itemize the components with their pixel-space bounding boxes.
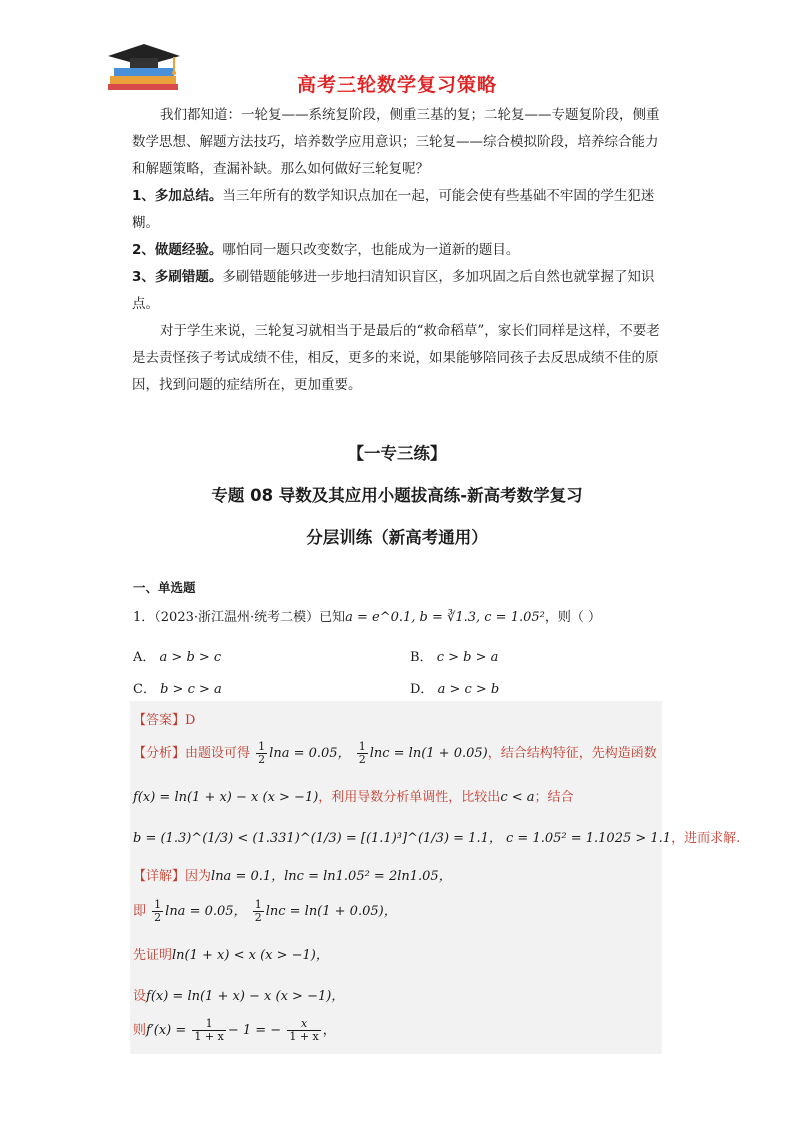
tip-text: 当三年所有的数学知识点加在一起，可能会使有些基础不牢固的学生犯迷糊。 xyxy=(132,188,655,231)
answer-value: D xyxy=(185,713,196,728)
tip-title: 3、多刷错题。 xyxy=(132,269,223,285)
option-a[interactable] xyxy=(133,646,221,665)
text: ，结合结构特征，先构造函数 xyxy=(487,746,657,761)
detail-line-1 xyxy=(133,865,452,884)
numerator: x xyxy=(287,1018,320,1031)
text: 即 xyxy=(133,904,147,919)
fraction-half xyxy=(256,741,267,766)
option-b[interactable] xyxy=(410,646,498,665)
fraction-half xyxy=(152,899,163,924)
option-label: A． xyxy=(133,650,156,665)
tip-text: 多刷错题能够进一步地扫清知识盲区，多加巩固之后自然也就掌握了知识点。 xyxy=(132,269,655,312)
text: ；结合 xyxy=(534,790,574,805)
denominator: 2 xyxy=(154,911,162,924)
detail-line-3 xyxy=(133,944,329,963)
option-label: C． xyxy=(133,682,156,697)
math: ln(1 + x) < x (x > −1)， xyxy=(172,948,329,963)
tip-item-1 xyxy=(132,183,662,237)
option-d[interactable] xyxy=(410,678,499,697)
math: − 1 = − xyxy=(227,1023,282,1038)
detail-tag: 【详解】 xyxy=(133,869,186,884)
math: lnc = ln(1 + 0.05) xyxy=(369,746,488,761)
denominator: 2 xyxy=(258,753,266,766)
intro-section xyxy=(132,102,662,399)
heading-topic: 专题 08 导数及其应用小题拔高练-新高考数学复习 xyxy=(211,486,583,505)
question-math: a = e^0.1, b = ∛1.3, c = 1.05² xyxy=(345,610,545,625)
tip-item-3 xyxy=(132,264,662,318)
math: f′(x) = xyxy=(146,1023,187,1038)
analysis-tag: 【分析】 xyxy=(133,746,186,761)
fraction-half xyxy=(253,899,264,924)
math: c = 1.05² = 1.1025 > 1.1 xyxy=(506,831,672,846)
text: ， xyxy=(322,1023,336,1038)
math: lna = 0.05， xyxy=(165,904,247,919)
option-label: D． xyxy=(410,682,434,697)
fraction-derivative xyxy=(192,1018,225,1043)
option-text: a > c > b xyxy=(437,682,500,697)
numerator: 1 xyxy=(154,898,162,911)
fraction-derivative xyxy=(287,1018,320,1043)
intro-paragraph: 我们都知道：一轮复——系统复阶段，侧重三基的复；二轮复——专题复阶段，侧重数学思想、解题方法技巧，培养数学应用意识；三轮复——综合模拟阶段，培养综合能力和解题策略，查漏补缺。那么如何做好三轮复呢？ xyxy=(132,107,660,177)
document-title: 高考三轮数学复习策略 xyxy=(296,74,497,96)
math: lna = 0.05， xyxy=(269,746,351,761)
numerator: 1 xyxy=(358,740,366,753)
question-suffix: ，则（ ） xyxy=(544,610,601,625)
text: ，进而求解. xyxy=(671,831,741,846)
answer-line xyxy=(133,709,195,728)
option-c[interactable] xyxy=(133,678,222,697)
tip-text: 哪怕同一题只改变数字，也能成为一道新的题目。 xyxy=(222,242,520,258)
tip-title: 2、做题经验。 xyxy=(132,242,223,258)
option-text: c > b > a xyxy=(436,650,499,665)
text: 因为 xyxy=(185,869,212,884)
numerator: 1 xyxy=(258,740,266,753)
option-label: B． xyxy=(410,650,433,665)
section-title: 一、单选题 xyxy=(133,580,196,595)
tip-title: 1、多加总结。 xyxy=(132,188,223,204)
denominator: 2 xyxy=(254,911,262,924)
analysis-line-3 xyxy=(133,827,740,846)
math: lnc = ln(1 + 0.05)， xyxy=(265,904,397,919)
option-text: b > c > a xyxy=(160,682,222,697)
text: 设 xyxy=(133,989,147,1004)
numerator: 1 xyxy=(254,898,262,911)
question-prefix: 1．（2023·浙江温州·统考二模）已知 xyxy=(133,610,346,625)
denominator: 1 + x xyxy=(194,1030,224,1043)
closing-paragraph: 对于学生来说，三轮复习就相当于是最后的“救命稻草”，家长们同样是这样，不要老是去责怪孩子考试成绩不佳，相反，更多的来说，如果能够陪同孩子去反思成绩不佳的原因，找到问题的症结所在，更加重要。 xyxy=(132,323,660,393)
detail-line-4 xyxy=(133,985,344,1004)
denominator: 1 + x xyxy=(289,1030,319,1043)
text: ，利用导数分析单调性，比较出 xyxy=(318,790,501,805)
tip-item-2 xyxy=(132,237,662,264)
text: 则 xyxy=(133,1023,147,1038)
text: 先证明 xyxy=(133,948,173,963)
heading-subtitle: 分层训练（新高考通用） xyxy=(306,528,488,547)
question-stem xyxy=(133,606,673,625)
math: f(x) = ln(1 + x) − x (x > −1)， xyxy=(146,989,345,1004)
heading-series: 【一专三练】 xyxy=(347,444,447,463)
fraction-half xyxy=(357,741,368,766)
numerator: 1 xyxy=(192,1018,225,1031)
math: b = (1.3)^(1/3) < (1.331)^(1/3) = [(1.1)³]^(1/3) = 1.1， xyxy=(133,831,502,846)
analysis-line-2 xyxy=(133,786,574,805)
detail-line-5 xyxy=(133,1018,336,1043)
option-text: a > b > c xyxy=(159,650,222,665)
math: f(x) = ln(1 + x) − x (x > −1) xyxy=(133,790,319,805)
text: 由题设可得 xyxy=(185,746,251,761)
math: c < a xyxy=(500,790,535,805)
denominator: 2 xyxy=(358,753,366,766)
analysis-line-1 xyxy=(133,741,657,766)
detail-line-2 xyxy=(133,899,397,924)
math: lna = 0.1，lnc = ln1.05² = 2ln1.05， xyxy=(211,869,452,884)
answer-tag: 【答案】 xyxy=(133,713,186,728)
